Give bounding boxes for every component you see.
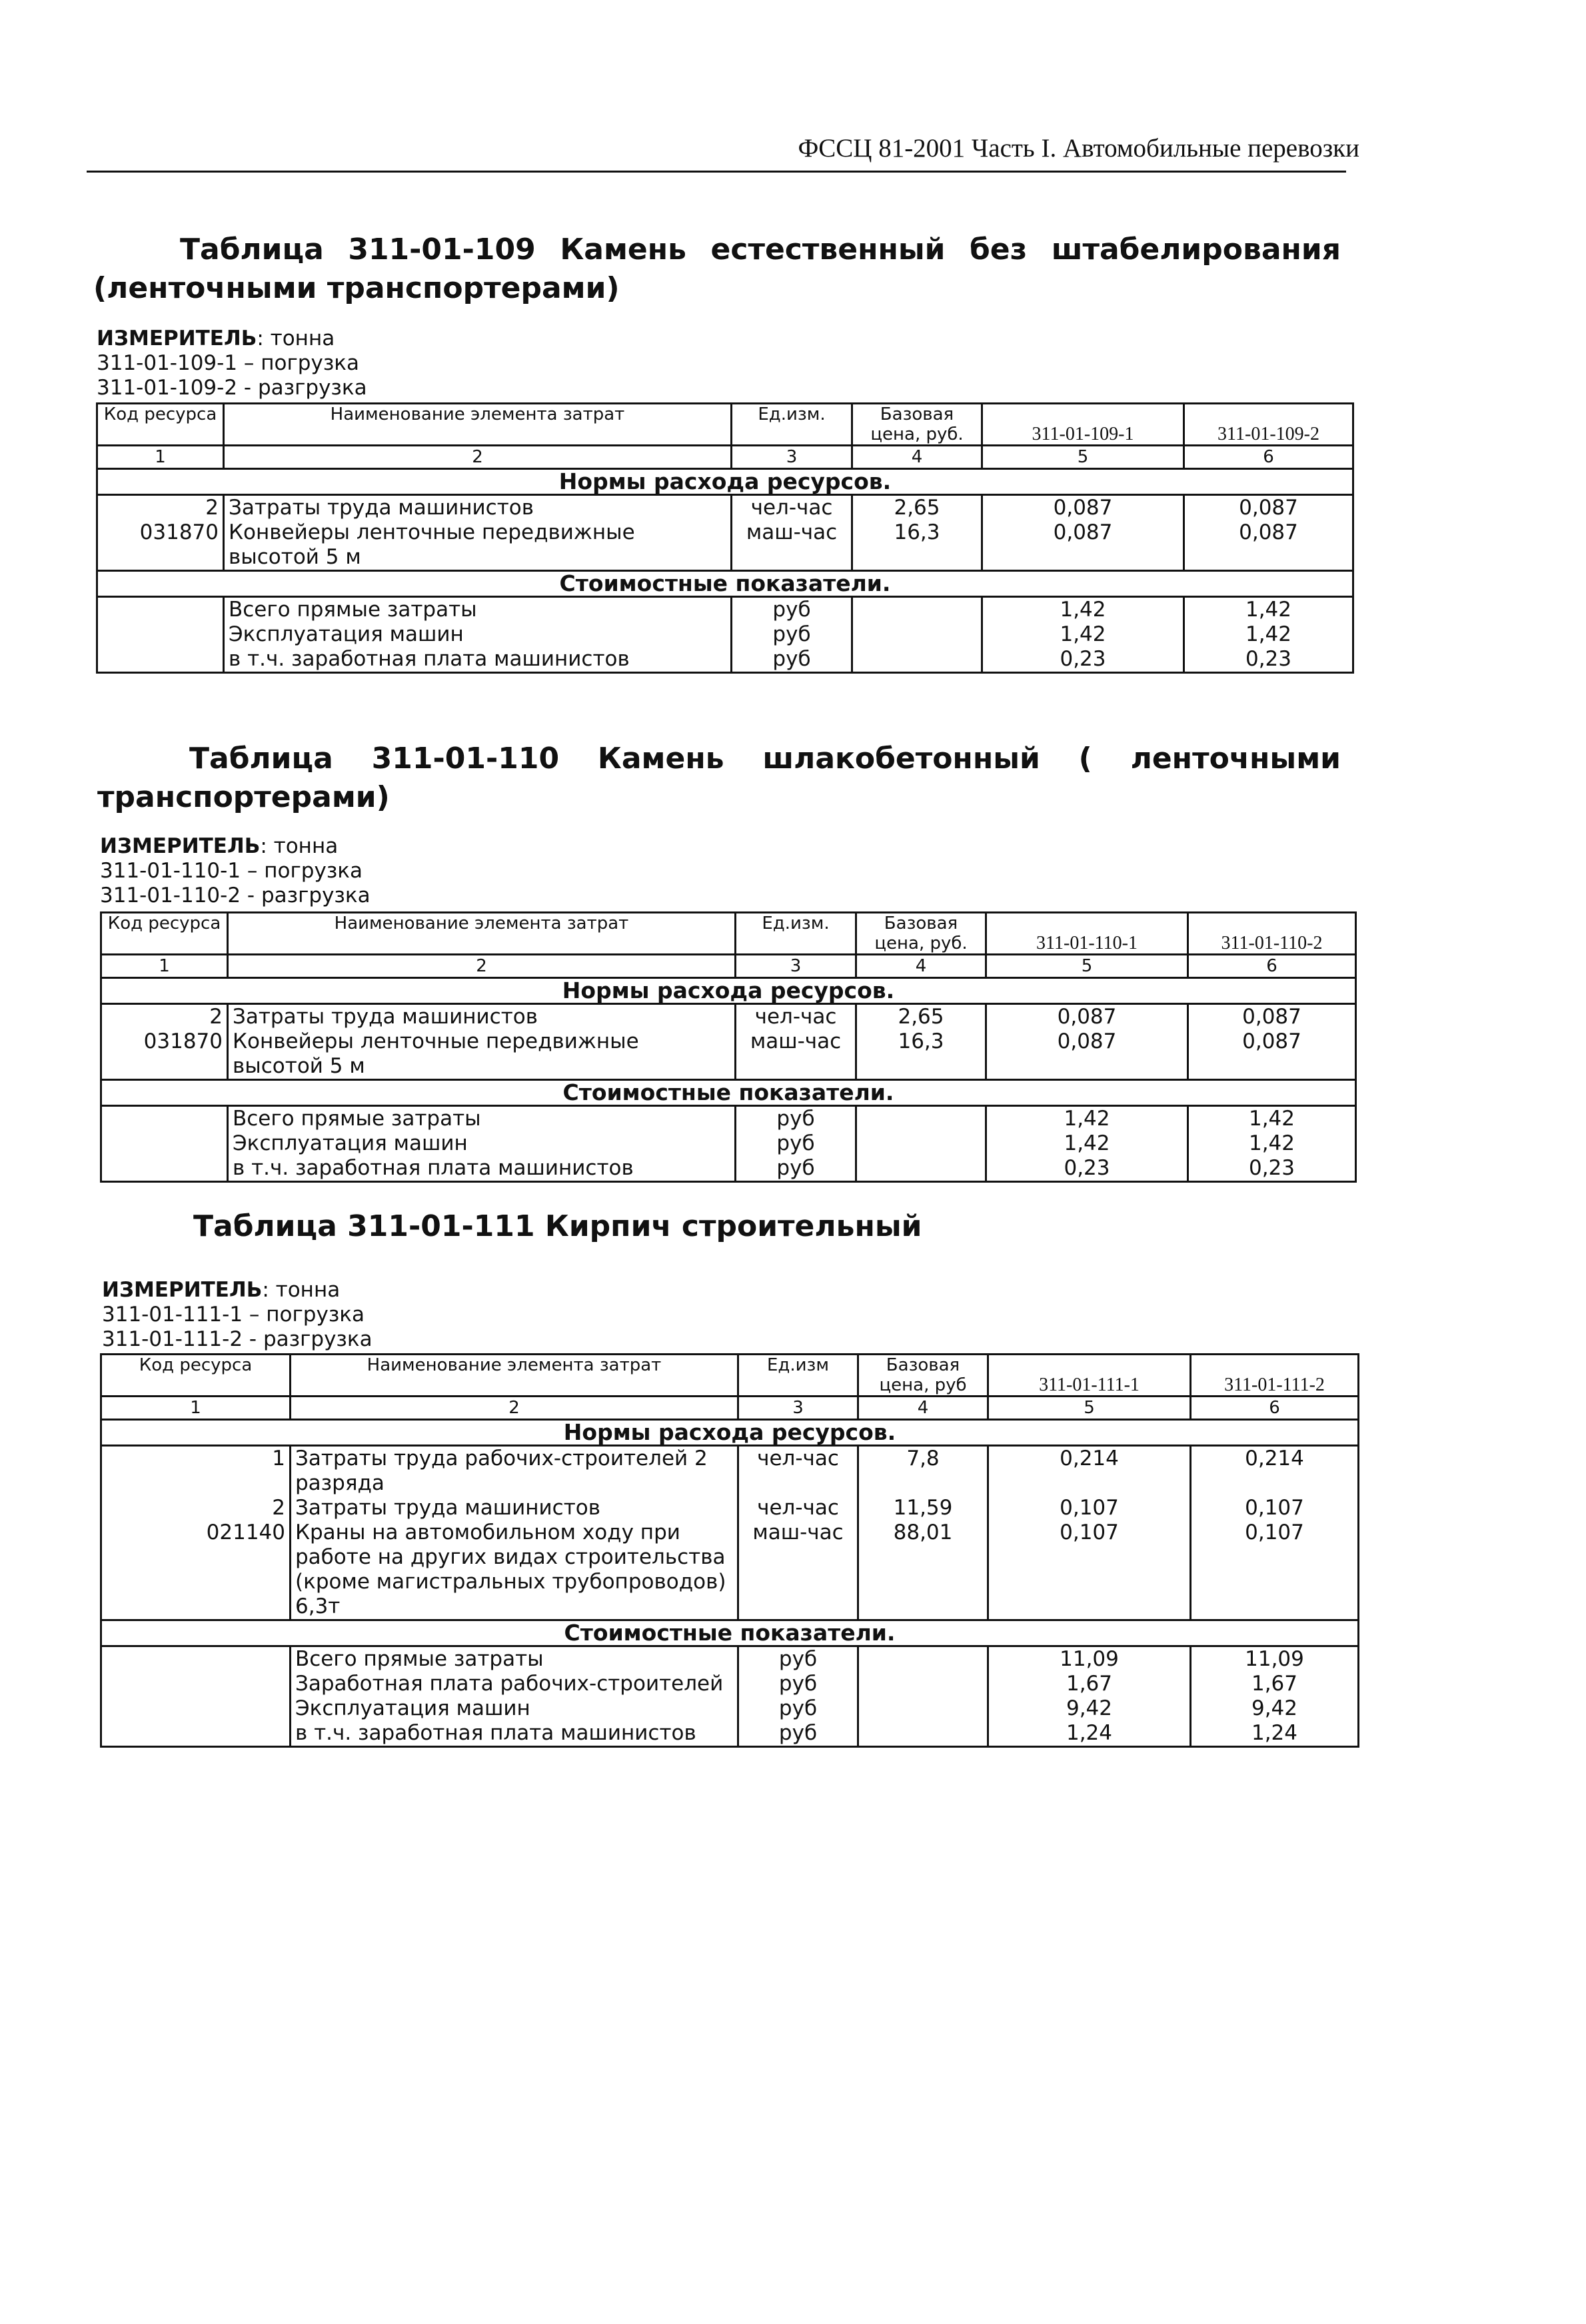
column-header: Ед.изм. xyxy=(736,913,856,955)
unit: руб xyxy=(736,1156,856,1182)
cost-value: 1,42 xyxy=(982,597,1184,623)
table-row xyxy=(101,1131,1356,1156)
cost-element: Конвейеры ленточные передвижные высотой 5 м xyxy=(224,520,732,571)
column-number-row xyxy=(101,955,1356,978)
resource-code: 021140 xyxy=(101,1520,291,1620)
norms-table xyxy=(100,1353,1359,1748)
table-row xyxy=(97,520,1353,571)
norm-value: 0,107 xyxy=(1191,1520,1359,1620)
cost-element: Затраты труда рабочих-строителей 2 разряда xyxy=(291,1446,738,1496)
unit: руб xyxy=(738,1672,858,1696)
norm-value: 0,087 xyxy=(1184,520,1353,571)
cost-value: 1,42 xyxy=(1188,1131,1356,1156)
unit: руб xyxy=(738,1721,858,1747)
resource-code: 2 xyxy=(101,1496,291,1520)
column-number: 6 xyxy=(1184,446,1353,469)
column-header: Базовая цена, руб. xyxy=(852,404,982,446)
norm-value: 0,087 xyxy=(982,520,1184,571)
cost-indicator: Эксплуатация машин xyxy=(228,1131,736,1156)
unit: руб xyxy=(732,622,852,647)
table-title: Таблица 311-01-111 Кирпич строительный xyxy=(193,1209,922,1243)
table-row xyxy=(101,1672,1359,1696)
unit: руб xyxy=(736,1106,856,1132)
unit: руб xyxy=(738,1696,858,1721)
header-row xyxy=(97,404,1353,446)
norm-value: 0,107 xyxy=(1191,1496,1359,1520)
cost-value: 9,42 xyxy=(1191,1696,1359,1721)
table-row xyxy=(101,1696,1359,1721)
column-number: 3 xyxy=(738,1397,858,1420)
cost-value: 1,42 xyxy=(1188,1106,1356,1132)
column-header: Код ресурса xyxy=(101,913,228,955)
column-header: Код ресурса xyxy=(101,1355,291,1397)
cost-value: 11,09 xyxy=(1191,1646,1359,1672)
column-number: 1 xyxy=(101,1397,291,1420)
cost-indicator: Всего прямые затраты xyxy=(228,1106,736,1132)
cost-element: Затраты труда машинистов xyxy=(224,495,732,521)
table-row xyxy=(101,1496,1359,1520)
resource-code: 2 xyxy=(101,1004,228,1030)
column-header: 311-01-111-1 xyxy=(988,1355,1191,1397)
section-header: Стоимостные показатели. xyxy=(97,571,1353,597)
column-number: 5 xyxy=(982,446,1184,469)
base-price: 16,3 xyxy=(852,520,982,571)
column-number: 2 xyxy=(228,955,736,978)
table-row xyxy=(101,1029,1356,1080)
column-number: 6 xyxy=(1191,1397,1359,1420)
cost-value: 1,67 xyxy=(1191,1672,1359,1696)
running-head: ФССЦ 81-2001 Часть I. Автомобильные перевозки xyxy=(798,134,1359,163)
norm-value: 0,107 xyxy=(988,1496,1191,1520)
column-header: Наименование элемента затрат xyxy=(224,404,732,446)
norm-value: 0,214 xyxy=(988,1446,1191,1496)
unit: чел-час xyxy=(738,1446,858,1496)
table-measure: ИЗМЕРИТЕЛЬ: тонна 311-01-110-1 – погрузка 311-01-110-2 - разгрузка xyxy=(100,834,371,907)
column-number: 2 xyxy=(291,1397,738,1420)
header-row xyxy=(101,913,1356,955)
resource-code: 2 xyxy=(97,495,224,521)
unit: маш-час xyxy=(738,1520,858,1620)
table-row xyxy=(97,495,1353,521)
unit: маш-час xyxy=(736,1029,856,1080)
table-row xyxy=(101,1106,1356,1132)
column-header: Ед.изм xyxy=(738,1355,858,1397)
column-header: 311-01-109-1 xyxy=(982,404,1184,446)
unit: чел-час xyxy=(738,1496,858,1520)
column-number: 4 xyxy=(858,1397,988,1420)
resource-code: 1 xyxy=(101,1446,291,1496)
section-header: Стоимостные показатели. xyxy=(101,1620,1359,1646)
cost-value: 9,42 xyxy=(988,1696,1191,1721)
cost-value: 11,09 xyxy=(988,1646,1191,1672)
table-row xyxy=(97,622,1353,647)
norm-value: 0,087 xyxy=(1184,495,1353,521)
resource-code: 031870 xyxy=(97,520,224,571)
column-header: 311-01-111-2 xyxy=(1191,1355,1359,1397)
cost-value: 0,23 xyxy=(986,1156,1188,1182)
table-measure: ИЗМЕРИТЕЛЬ: тонна 311-01-111-1 – погрузка 311-01-111-2 - разгрузка xyxy=(102,1278,373,1351)
unit: руб xyxy=(732,597,852,623)
table-row xyxy=(101,1646,1359,1672)
cost-indicator: Всего прямые затраты xyxy=(224,597,732,623)
column-header: 311-01-109-2 xyxy=(1184,404,1353,446)
table-row xyxy=(101,1156,1356,1182)
column-number: 2 xyxy=(224,446,732,469)
column-number: 3 xyxy=(732,446,852,469)
column-number: 4 xyxy=(856,955,986,978)
norm-value: 0,214 xyxy=(1191,1446,1359,1496)
unit: маш-час xyxy=(732,520,852,571)
resource-code: 031870 xyxy=(101,1029,228,1080)
column-header: 311-01-110-1 xyxy=(986,913,1188,955)
norm-value: 0,087 xyxy=(986,1004,1188,1030)
norm-value: 0,087 xyxy=(986,1029,1188,1080)
cost-indicator: Эксплуатация машин xyxy=(224,622,732,647)
cost-indicator: в т.ч. заработная плата машинистов xyxy=(291,1721,738,1747)
column-number: 4 xyxy=(852,446,982,469)
cost-indicator: в т.ч. заработная плата машинистов xyxy=(228,1156,736,1182)
cost-value: 1,24 xyxy=(988,1721,1191,1747)
cost-value: 0,23 xyxy=(1188,1156,1356,1182)
cost-indicator: Заработная плата рабочих-строителей xyxy=(291,1672,738,1696)
table-row xyxy=(101,1721,1359,1747)
norm-value: 0,087 xyxy=(1188,1004,1356,1030)
column-number: 1 xyxy=(97,446,224,469)
table-title: Таблица 311-01-110 Камень шлакобетонный ( ленточными транспортерами) xyxy=(97,742,1341,814)
cost-indicator: в т.ч. заработная плата машинистов xyxy=(224,647,732,673)
unit: руб xyxy=(738,1646,858,1672)
column-number: 3 xyxy=(736,955,856,978)
cost-value: 0,23 xyxy=(982,647,1184,673)
cost-value: 1,42 xyxy=(986,1106,1188,1132)
column-number-row xyxy=(97,446,1353,469)
column-header: Базовая цена, руб. xyxy=(856,913,986,955)
column-header: Код ресурса xyxy=(97,404,224,446)
header-rule xyxy=(87,171,1346,173)
column-header: Базовая цена, руб xyxy=(858,1355,988,1397)
section-header: Нормы расхода ресурсов. xyxy=(101,978,1356,1004)
cost-value: 1,42 xyxy=(986,1131,1188,1156)
norm-value: 0,087 xyxy=(982,495,1184,521)
section-header: Стоимостные показатели. xyxy=(101,1080,1356,1106)
norm-value: 0,087 xyxy=(1188,1029,1356,1080)
cost-value: 0,23 xyxy=(1184,647,1353,673)
unit: чел-час xyxy=(732,495,852,521)
base-price: 2,65 xyxy=(852,495,982,521)
unit: чел-час xyxy=(736,1004,856,1030)
cost-indicator: Всего прямые затраты xyxy=(291,1646,738,1672)
unit: руб xyxy=(736,1131,856,1156)
column-number: 5 xyxy=(988,1397,1191,1420)
cost-element: Краны на автомобильном ходу при работе на других видах строительства (кроме магистральных трубопроводов) 6,3т xyxy=(291,1520,738,1620)
column-number: 1 xyxy=(101,955,228,978)
base-price: 11,59 xyxy=(858,1496,988,1520)
base-price: 88,01 xyxy=(858,1520,988,1620)
cost-element: Затраты труда машинистов xyxy=(228,1004,736,1030)
cost-indicator: Эксплуатация машин xyxy=(291,1696,738,1721)
unit: руб xyxy=(732,647,852,673)
table-row xyxy=(101,1520,1359,1620)
column-header: Наименование элемента затрат xyxy=(228,913,736,955)
column-number: 6 xyxy=(1188,955,1356,978)
cost-value: 1,42 xyxy=(1184,597,1353,623)
cost-value: 1,67 xyxy=(988,1672,1191,1696)
cost-value: 1,42 xyxy=(1184,622,1353,647)
cost-element: Затраты труда машинистов xyxy=(291,1496,738,1520)
base-price: 7,8 xyxy=(858,1446,988,1496)
column-header: Наименование элемента затрат xyxy=(291,1355,738,1397)
table-row xyxy=(101,1446,1359,1496)
table-row xyxy=(101,1004,1356,1030)
base-price: 2,65 xyxy=(856,1004,986,1030)
norms-table xyxy=(96,402,1354,674)
cost-element: Конвейеры ленточные передвижные высотой 5 м xyxy=(228,1029,736,1080)
norms-table xyxy=(100,911,1357,1183)
table-measure: ИЗМЕРИТЕЛЬ: тонна 311-01-109-1 – погрузка 311-01-109-2 - разгрузка xyxy=(97,326,367,400)
column-number-row xyxy=(101,1397,1359,1420)
cost-value: 1,24 xyxy=(1191,1721,1359,1747)
norm-value: 0,107 xyxy=(988,1520,1191,1620)
section-header: Нормы расхода ресурсов. xyxy=(101,1420,1359,1446)
header-row xyxy=(101,1355,1359,1397)
section-header: Нормы расхода ресурсов. xyxy=(97,469,1353,495)
base-price: 16,3 xyxy=(856,1029,986,1080)
table-title: Таблица 311-01-109 Камень естественный без штабелирования (ленточными транспортерами) xyxy=(93,233,1341,305)
column-header: Ед.изм. xyxy=(732,404,852,446)
column-number: 5 xyxy=(986,955,1188,978)
table-row xyxy=(97,647,1353,673)
cost-value: 1,42 xyxy=(982,622,1184,647)
column-header: 311-01-110-2 xyxy=(1188,913,1356,955)
table-row xyxy=(97,597,1353,623)
